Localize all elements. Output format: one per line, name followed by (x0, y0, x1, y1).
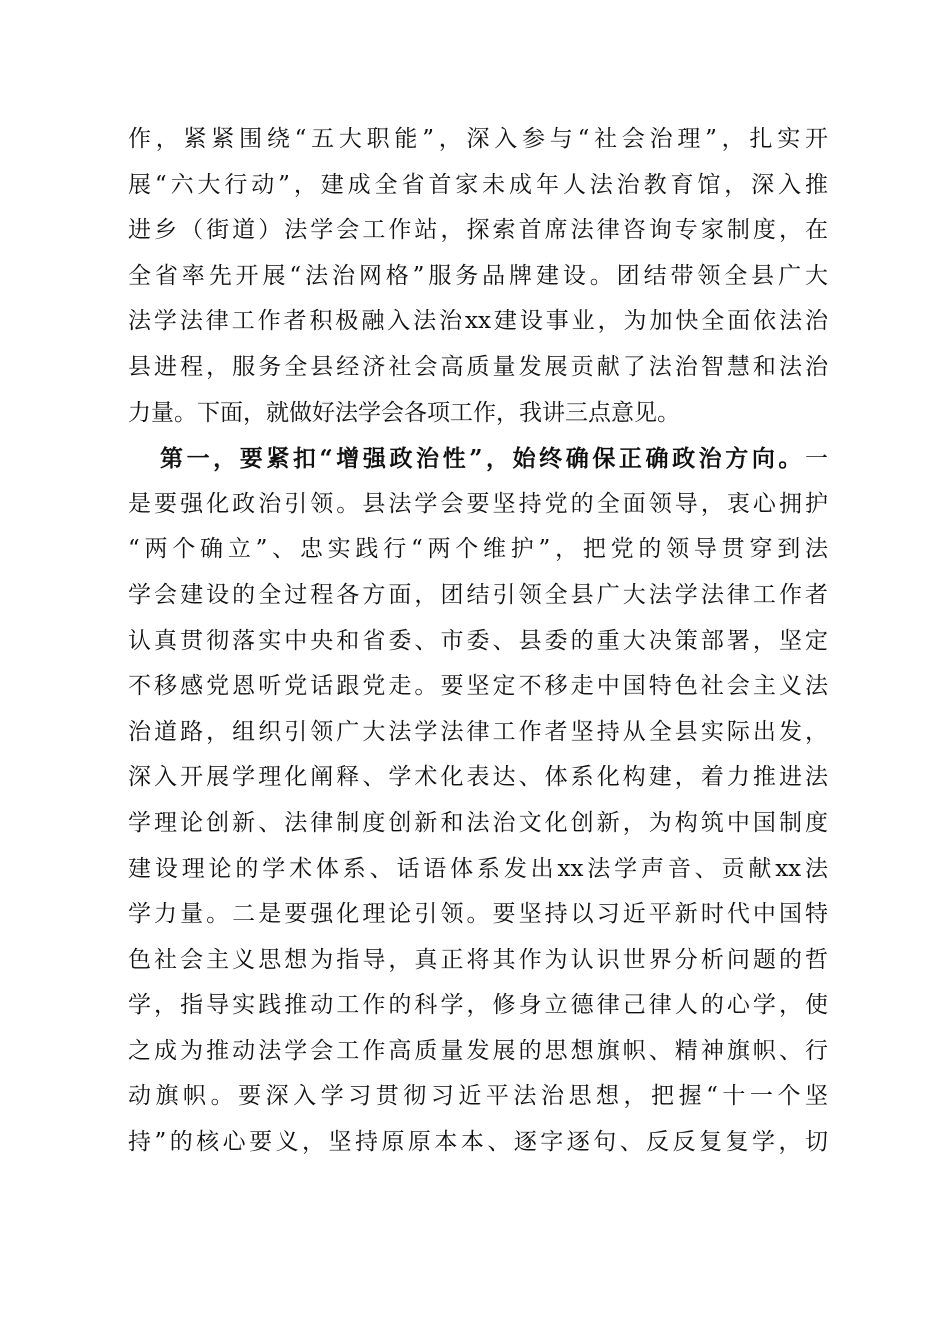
paragraph-line: 作，紧紧围绕“五大职能”，深入参与“社会治理”，扎实开 (128, 126, 828, 152)
paragraph-line: 学会建设的全过程各方面，团结引领全县广大法学法律工作者 (128, 581, 828, 608)
paragraph-line: 不移感党恩听党话跟党走。要坚定不移走中国特色社会主义法 (128, 673, 828, 700)
paragraph-line: 治道路，组织引领广大法学法律工作者坚持从全县实际出发， (128, 718, 828, 745)
paragraph-line: 深入开展学理化阐释、学术化表达、体系化构建，着力推进法 (128, 764, 828, 791)
paragraph-line: 认真贯彻落实中央和省委、市委、县委的重大决策部署，坚定 (128, 627, 828, 654)
paragraph-line: 持”的核心要义，坚持原原本本、逐字逐句、反反复复学，切 (128, 1129, 828, 1156)
paragraph-line: 学理论创新、法律制度创新和法治文化创新，为构筑中国制度 (128, 809, 828, 836)
paragraph-line: 是要强化政治引领。县法学会要坚持党的全面领导，衷心拥护 (128, 490, 828, 517)
paragraph-line: “两个确立”、忠实践行“两个维护”，把党的领导贯穿到法 (128, 536, 828, 563)
section-heading-line (128, 436, 828, 482)
paragraph-line: 县进程，服务全县经济社会高质量发展贡献了法治智慧和法治 (128, 353, 828, 380)
paragraph-line: 展“六大行动”，建成全省首家未成年人法治教育馆，深入推 (128, 171, 828, 198)
paragraph-line: 法学法律工作者积极融入法治xx建设事业，为加快全面依法治 (128, 308, 828, 335)
paragraph-line: 建设理论的学术体系、话语体系发出xx法学声音、贡献xx法 (128, 855, 828, 882)
paragraph-line: 学，指导实践推动工作的科学，修身立德律己律人的心学，使 (128, 992, 828, 1019)
paragraph-line: 进乡（街道）法学会工作站，探索首席法律咨询专家制度，在 (128, 217, 828, 244)
paragraph-line: 之成为推动法学会工作高质量发展的思想旗帜、精神旗帜、行 (128, 1037, 828, 1064)
section-heading: 第一，要紧扣“增强政治性”，始终确保正确政治方向。 (160, 445, 805, 473)
paragraph-line: 动旗帜。要深入学习贯彻习近平法治思想，把握“十一个坚 (128, 1083, 828, 1110)
paragraph-line: 学力量。二是要强化理论引领。要坚持以习近平新时代中国特 (128, 901, 828, 928)
document-body (128, 117, 828, 1166)
section-heading-tail: 一 (805, 446, 828, 473)
paragraph-line: 力量。下面，就做好法学会各项工作，我讲三点意见。 (128, 399, 680, 426)
paragraph-line: 色社会主义思想为指导，真正将其作为认识世界分析问题的哲 (128, 946, 828, 973)
paragraph-line: 全省率先开展“法治网格”服务品牌建设。团结带领全县广大 (128, 262, 828, 289)
